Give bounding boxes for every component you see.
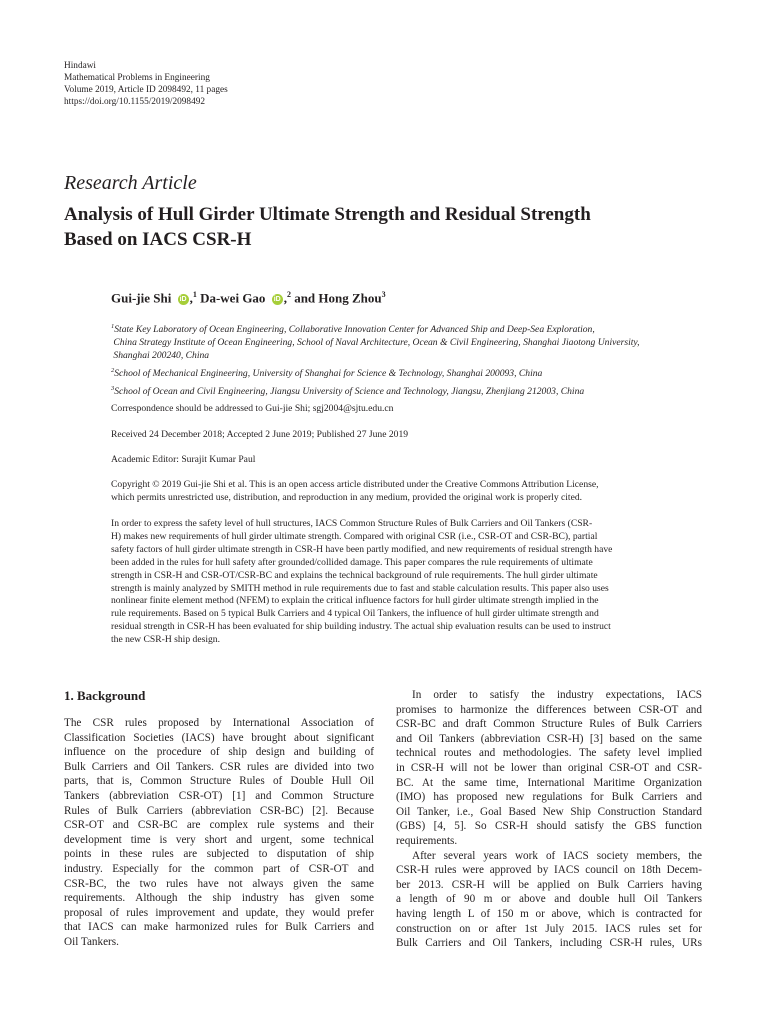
affiliation-text: China Strategy Institute of Ocean Engineering, School of Naval Architecture, Ocean & Civil Engineering, Shanghai Jiaotong University,	[113, 337, 640, 349]
title-line-2: Based on IACS CSR-H	[64, 229, 252, 250]
abstract-line: safety factors of hull girder ultimate strength in CSR-H have been partly modified, and new requirements of residual strength have	[111, 543, 613, 555]
affiliation-marker: 3	[381, 290, 386, 299]
body-line: The CSR rules proposed by International Association of	[64, 717, 374, 729]
abstract-line: the new CSR-H ship design.	[111, 634, 220, 646]
body-line: requirements. Although the ship industry has given some	[64, 892, 374, 905]
body-line: proposal of rules improvement and update, they would prefer	[64, 906, 374, 919]
affiliation-text: Shanghai 200240, China	[113, 350, 210, 362]
abstract-line: residual strength in CSR-H has been evaluated for ship building industry. The actual ship evaluation results can be used to instruct	[111, 621, 611, 633]
body-line: Classification Societies (IACS) have brought about significant	[64, 731, 374, 744]
affiliation-line	[111, 320, 711, 336]
body-line: Oil Tanker, i.e., Goal Based New Ship Construction Standard	[396, 805, 702, 818]
author-list	[111, 290, 386, 306]
abstract-line: been added in the rules for hull safety after grounded/collided damage. This paper compares the rule requirements of ultimate	[111, 556, 593, 568]
doi-link[interactable]: https://doi.org/10.1155/2019/2098492	[64, 97, 206, 107]
academic-editor: Academic Editor: Surajit Kumar Paul	[111, 454, 256, 465]
body-line: and Oil Tankers (abbreviation CSR-H) [3] based on the same	[396, 732, 702, 745]
body-line: requirements.	[396, 834, 458, 847]
abstract	[111, 518, 711, 647]
body-line: (GBS) [4, 5]. So CSR-H should satisfy the GBS function	[396, 820, 702, 833]
orcid-icon[interactable]: iD	[273, 296, 281, 304]
article-type: Research Article	[64, 172, 197, 194]
copyright-line: which permits unrestricted use, distribution, and reproduction in any medium, provided the original work is properly cited.	[111, 492, 583, 503]
abstract-line: strength in CSR-H and CSR-OT/CSR-BC and explains the technical background of rule requirements. The hull girder ultimate	[111, 569, 598, 581]
volume-info: Volume 2019, Article ID 2098492, 11 pages	[64, 85, 228, 95]
body-line: CSR-BC and draft Common Structure Rules of Bulk Carriers	[396, 718, 702, 731]
affiliation-number: 2	[111, 367, 115, 375]
affiliations	[111, 320, 711, 399]
article-title	[64, 202, 724, 252]
body-line: Rules of Bulk Carriers (abbreviation CSR-BC) [2]. Because	[64, 804, 374, 817]
journal-header	[64, 60, 228, 108]
affiliation-number: 1	[111, 323, 115, 330]
body-line: a length of 90 m or above and double hull Oil Tankers	[396, 893, 702, 906]
body-line: ber 2013. CSR-H will be applied on Bulk Carriers having	[396, 878, 702, 891]
body-column-right	[396, 688, 702, 951]
body-line: development time is very short and urgent, some technical	[64, 833, 374, 846]
affiliation-marker: 2	[286, 290, 291, 299]
body-line: BC. At the same time, International Maritime Organization	[396, 776, 702, 789]
journal-name: Mathematical Problems in Engineering	[64, 73, 210, 83]
body-line: industry. Especially for the common part of CSR-OT and	[64, 862, 374, 875]
body-line: CSR-BC, the two rules have not always given the same	[64, 877, 374, 890]
body-line: construction on or after 1st July 2015. IACS rules set for	[396, 922, 702, 935]
copyright-line: Copyright © 2019 Gui-jie Shi et al. This is an open access article distributed under the Creative Commons Attribution License,	[111, 479, 599, 490]
abstract-line: In order to express the safety level of hull structures, IACS Common Structure Rules of Bulk Carriers and Oil Tankers (CSR-	[111, 518, 593, 529]
copyright-notice	[111, 478, 599, 504]
publisher-name: Hindawi	[64, 61, 97, 71]
body-line: points in these rules are subjected to disputation of ship	[64, 848, 374, 861]
body-line: technical routes and methodologies. The safety level implied	[396, 747, 702, 760]
affiliation-line	[111, 349, 711, 362]
author-name: Da-wei Gao	[200, 290, 266, 306]
body-column-left	[64, 716, 374, 950]
body-line: (IMO) has proposed new regulations for Bulk Carriers and	[396, 791, 702, 804]
body-line: Tankers (abbreviation CSR-OT) [1] and Common Structure	[64, 789, 374, 802]
author-separator: ,	[283, 290, 287, 306]
author-separator: ,	[189, 290, 193, 306]
body-line: that IACS can make harmonized rules for Bulk Carriers and	[64, 921, 374, 934]
body-line: parts, that is, Common Structure Rules of Double Hull Oil	[64, 775, 374, 788]
orcid-icon[interactable]: iD	[179, 296, 187, 304]
correspondence: Correspondence should be addressed to Gui-jie Shi; sgj2004@sjtu.edu.cn	[111, 403, 394, 414]
affiliation-line	[111, 382, 711, 398]
abstract-line: nonlinear finite element method (NFEM) to explain the critical influence factors for hull girder ultimate strength implied in the	[111, 595, 599, 607]
body-line: promises to harmonize the differences between CSR-OT and	[396, 703, 702, 716]
body-line: CSR-OT and CSR-BC are complex rule systems and their	[64, 819, 374, 832]
abstract-line: rule requirements. Based on 5 typical Bulk Carriers and 4 typical Oil Tankers, the influence of hull girder ultimate strength and	[111, 608, 599, 620]
affiliation-marker: 1	[192, 290, 197, 299]
author-name: Gui-jie Shi	[111, 290, 172, 306]
body-line: having length L of 150 m or above, which is contracted for	[396, 907, 702, 920]
affiliation-text: State Key Laboratory of Ocean Engineering, Collaborative Innovation Center for Advanced Ship and Deep-Sea Exploration,	[114, 324, 595, 336]
affiliation-line	[111, 336, 711, 349]
abstract-line: H) makes new requirements of hull girder ultimate strength. Compared with original CSR (i.e., CSR-OT and CSR-BC), partial	[111, 530, 598, 542]
body-line: CSR-H rules were approved by IACS council on 18th Decem-	[396, 864, 702, 877]
affiliation-number: 3	[111, 385, 115, 393]
title-line-1: Analysis of Hull Girder Ultimate Strength and Residual Strength	[64, 204, 591, 225]
section-heading: 1. Background	[64, 688, 146, 703]
publication-dates: Received 24 December 2018; Accepted 2 June 2019; Published 27 June 2019	[111, 429, 409, 440]
body-line: Bulk Carriers and Oil Tankers. CSR rules are divided into two	[64, 760, 374, 773]
affiliation-text: School of Mechanical Engineering, University of Shanghai for Science & Technology, Shanghai 200093, China	[114, 368, 543, 380]
body-line: In order to satisfy the industry expectations, IACS	[412, 689, 702, 701]
body-line: in CSR-H will not be lower than original CSR-OT and CSR-	[396, 761, 702, 774]
affiliation-text: School of Ocean and Civil Engineering, Jiangsu University of Science and Technology, Jiangsu, Zhenjiang 212003, China	[114, 386, 585, 398]
body-line: After several years work of IACS society members, the	[412, 849, 702, 862]
abstract-line: strength is mainly analyzed by SMITH method in rule requirements due to fast and stable calculation results. This paper also uses	[111, 582, 609, 594]
body-line: Oil Tankers.	[64, 935, 119, 948]
affiliation-line	[111, 364, 711, 380]
body-line: Bulk Carriers and Oil Tankers, including CSR-H rules, URs	[396, 937, 702, 950]
body-line: influence on the procedure of ship design and building of	[64, 746, 374, 759]
author-name: and Hong Zhou	[294, 290, 382, 306]
